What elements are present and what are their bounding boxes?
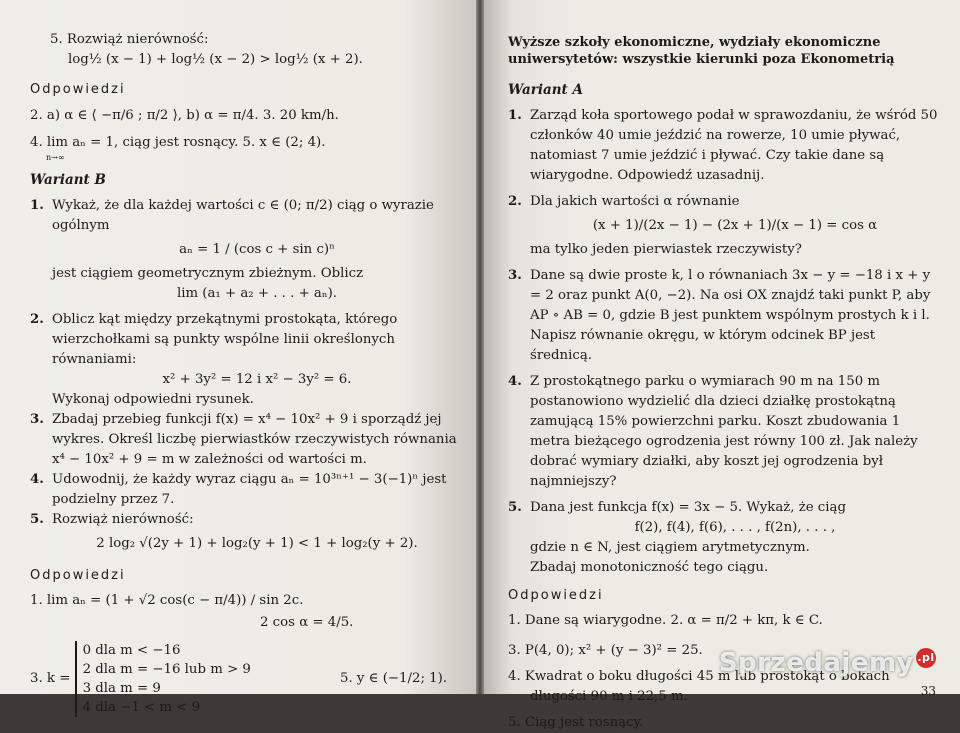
answer-b5: 5. y ∈ (−1/2; 1). — [340, 671, 448, 686]
answer-1-2: 1. Dane są wiarygodne. 2. α = π/2 + kπ, k ∈ C. — [508, 613, 823, 628]
problem-b4-number: 4. — [30, 472, 44, 487]
problem-a2-formula: (x + 1)/(2x − 1) − (2x + 1)/(x − 1) = cos α — [592, 218, 878, 233]
answer-b3-case-3: 3 dla m = 9 — [82, 681, 161, 696]
problem-a4-number: 4. — [508, 374, 522, 389]
problem-b5-text: Rozwiąż nierówność: — [52, 512, 194, 527]
problem-a1-number: 1. — [508, 108, 522, 123]
problem-5-formula: log½ (x − 1) + log½ (x − 2) > log½ (x + 2). — [68, 52, 363, 67]
problem-b4-text: Udowodnij, że każdy wyraz ciągu aₙ = 10³ⁿ⁺¹ − 3(−1)ⁿ jest podzielny przez 7. — [52, 472, 447, 507]
answer-b3-case-2: 2 dla m = −16 lub m > 9 — [82, 662, 251, 677]
problem-5-heading: 5. Rozwiąż nierówność: — [50, 32, 209, 47]
answer-b3 — [30, 641, 462, 717]
problem-b2-text: Oblicz kąt między przekątnymi prostokąta, którego wierzchołkami są punkty wspólne linii określonych równaniami: — [52, 312, 398, 367]
problem-b3-text: Zbadaj przebieg funkcji f(x) = x⁴ − 10x² + 9 i sporządź jej wykres. Określ liczbę pierwiastków rzeczywistych równania x⁴ − 10x² + 9 = m w zależności od wartości m. — [52, 412, 457, 467]
answers-heading-b: Odpowiedzi — [30, 568, 126, 583]
answer-2-3: 2. a) α ∈ ⟨ −π/6 ; π/2 ⟩, b) α = π/4. 3. 20 km/h. — [30, 108, 339, 123]
problem-a5-number: 5. — [508, 500, 522, 515]
problem-b4 — [30, 470, 462, 510]
page-number: 33 — [920, 684, 936, 698]
section-title — [508, 34, 940, 68]
problem-a3-text: Dane są dwie proste k, l o równaniach 3x − y = −18 i x + y = 2 oraz punkt A(0, −2). Na osi OX znajdź taki punkt P, aby AP ∘ AB = 0, gdzie B jest punktem wspólnym prostych k i l. Napisz równanie okręgu, w którym odcinek BP jest średnicą. — [530, 268, 931, 363]
answer-5: 5. Ciąg jest rosnący. — [508, 715, 644, 730]
problem-a5-text: Dana jest funkcja f(x) = 3x − 5. Wykaż, że ciąg — [530, 500, 846, 515]
problem-b1-formula: aₙ = 1 / (cos c + sin c)ⁿ — [179, 242, 335, 257]
answer-4: 4. Kwadrat o boku długości 45 m lub prostokąt o bokach długości 90 m i 22,5 m. — [508, 669, 890, 704]
problem-b5-number: 5. — [30, 512, 44, 527]
section-title-line-2: uniwersytetów: wszystkie kierunki poza Ekonometrią — [508, 52, 895, 67]
problem-a5-text-2: gdzie n ∈ N, jest ciągiem arytmetycznym. — [530, 540, 810, 555]
answers-heading: Odpowiedzi — [508, 588, 604, 603]
answer-4-5: 4. lim aₙ = 1, ciąg jest rosnący. 5. x ∈ (2; 4). — [30, 135, 326, 150]
right-page — [484, 0, 960, 730]
answer-b2: 2 cos α = 4/5. — [260, 615, 354, 630]
answers-heading-a: Odpowiedzi — [30, 82, 126, 97]
problem-a5-text-3: Zbadaj monotoniczność tego ciągu. — [530, 560, 769, 575]
problem-a3-number: 3. — [508, 268, 522, 283]
problem-b2 — [30, 310, 462, 410]
problem-b5-formula: 2 log₂ √(2y + 1) + log₂(y + 1) < 1 + log₂(y + 2). — [96, 536, 418, 551]
variant-b-heading: Wariant B — [30, 172, 106, 188]
problem-a4 — [508, 372, 940, 492]
book-gutter — [476, 0, 484, 694]
answer-b1: 1. lim aₙ = (1 + √2 cos(c − π/4)) / sin 2c. — [30, 593, 304, 608]
problem-b1 — [30, 196, 462, 304]
problem-b2-number: 2. — [30, 312, 44, 327]
answer-4-lim-subscript: n→∞ — [46, 153, 65, 162]
problem-a2 — [508, 192, 940, 260]
problem-b1-formula-2: lim (a₁ + a₂ + . . . + aₙ). — [176, 286, 338, 301]
problem-a3 — [508, 266, 940, 366]
problem-b3-number: 3. — [30, 412, 44, 427]
watermark-text: Sprzedajemy — [718, 648, 914, 678]
problem-a1 — [508, 106, 940, 186]
problem-a1-text: Zarząd koła sportowego podał w sprawozdaniu, że wśród 50 członków 40 umie jeździć na rowerze, 10 umie pływać, natomiast 7 umie jeździć i pływać. Czy takie dane są wiarygodne. Odpowiedź uzasadnij. — [530, 108, 938, 183]
problem-b5 — [30, 510, 462, 554]
section-title-line-1: Wyższe szkoły ekonomiczne, wydziały ekonomiczne — [508, 35, 881, 50]
problem-a2-text-2: ma tylko jeden pierwiastek rzeczywisty? — [530, 242, 802, 257]
watermark-badge: .pl — [916, 648, 936, 668]
answer-b3-case-4: 4 dla −1 < m < 9 — [82, 700, 201, 715]
left-page — [0, 0, 476, 715]
answer-b3-case-1: 0 dla m < −16 — [82, 643, 181, 658]
problem-a2-number: 2. — [508, 194, 522, 209]
problem-b1-text-2: jest ciągiem geometrycznym zbieżnym. Oblicz — [52, 266, 364, 281]
variant-a-heading: Wariant A — [508, 82, 583, 98]
problem-a4-text: Z prostokątnego parku o wymiarach 90 m na 150 m postanowiono wydzielić dla dzieci działkę prostokątną zamującą 15% powierzchni parku. Koszt zbudowania 1 metra bieżącego ogrodzenia jest równy 100 zł. Jak należy dobrać wymiary działki, aby koszt jej ogrodzenia był najmniejszy? — [530, 374, 918, 489]
problem-a5-formula: f(2), f(4), f(6), . . . , f(2n), . . . , — [634, 520, 836, 535]
answer-b3-cases — [75, 641, 251, 717]
problem-b2-formula: x² + 3y² = 12 i x² − 3y² = 6. — [162, 372, 352, 387]
problem-a2-text: Dla jakich wartości α równanie — [530, 194, 740, 209]
watermark-logo — [719, 648, 936, 678]
answer-b3-lead: 3. k = — [30, 671, 71, 686]
problem-b1-number: 1. — [30, 198, 44, 213]
problem-b3 — [30, 410, 462, 470]
problem-a5 — [508, 498, 940, 578]
answer-3: 3. P(4, 0); x² + (y − 3)² = 25. — [508, 643, 703, 658]
problem-b2-text-2: Wykonaj odpowiedni rysunek. — [52, 392, 254, 407]
problem-b1-text: Wykaż, że dla każdej wartości c ∈ (0; π/2) ciąg o wyrazie ogólnym — [52, 198, 434, 233]
